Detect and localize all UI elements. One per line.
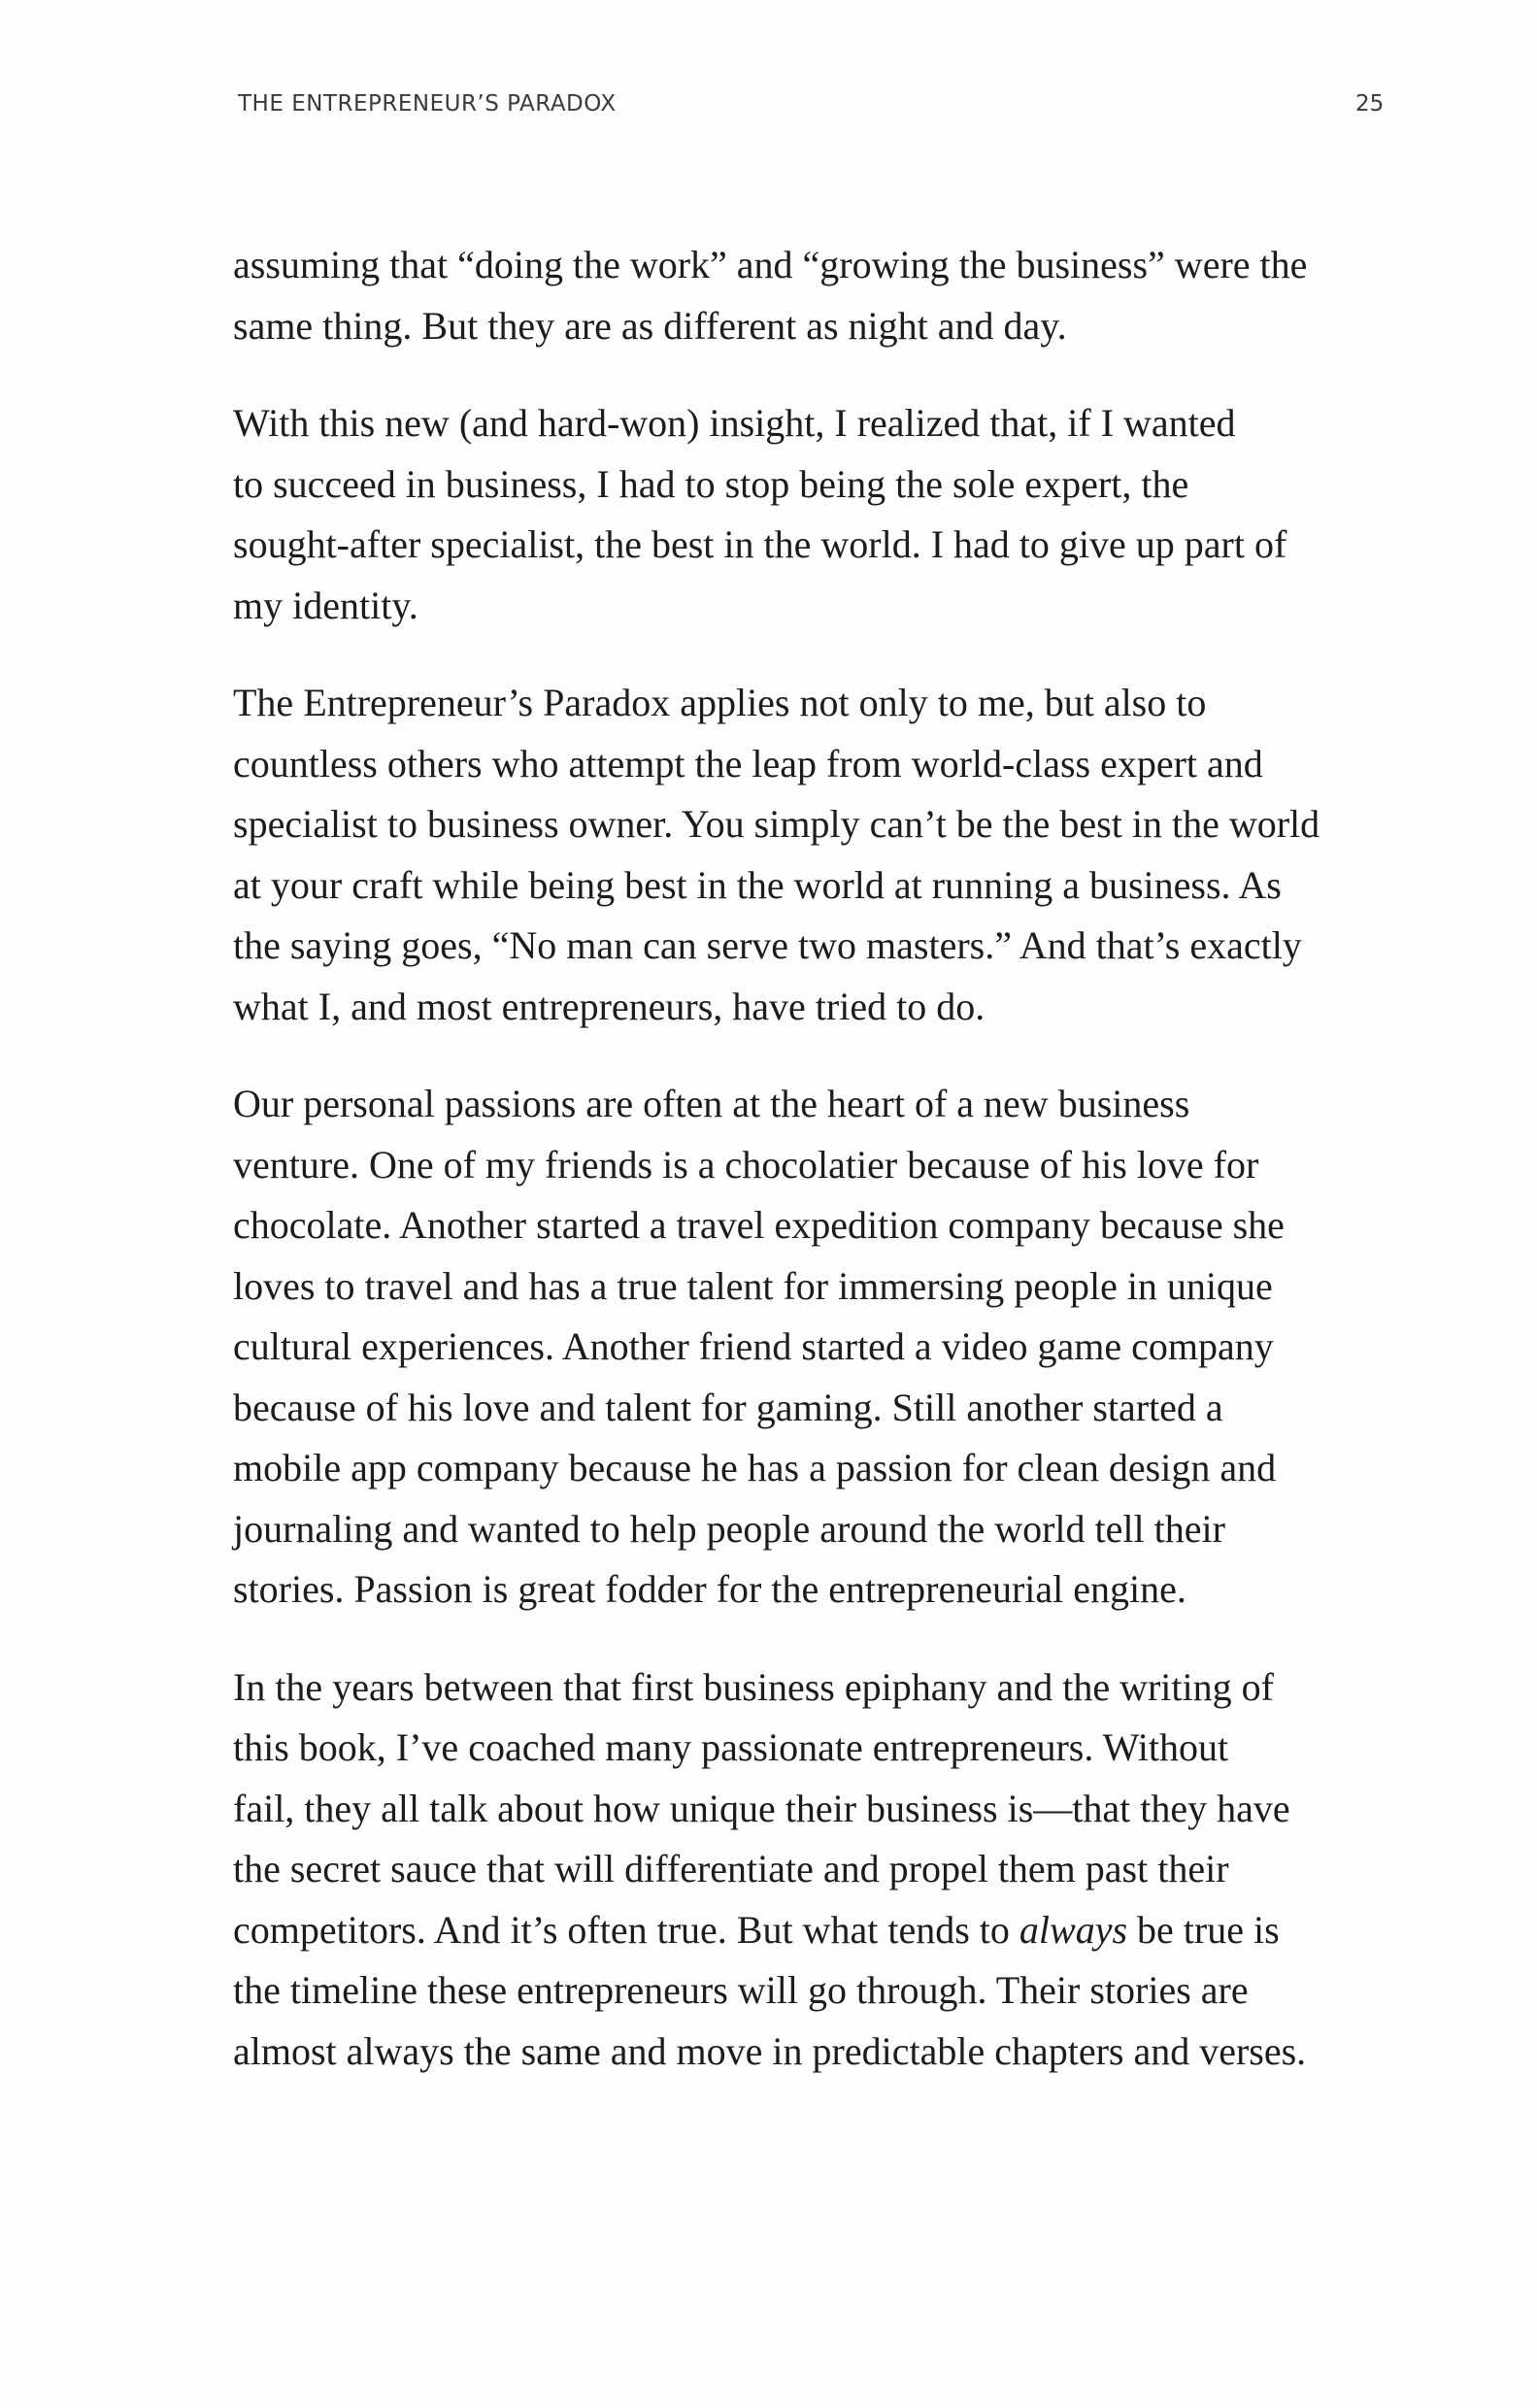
text-line: In the years between that first business epiphany and the writing of — [233, 1664, 1274, 1709]
text-span: competitors. And it’s often true. But what tends to — [233, 1907, 1019, 1952]
text-line: Our personal passions are often at the heart of a new business — [233, 1082, 1190, 1125]
text-line: assuming that “doing the work” and “growing the business” were the — [233, 243, 1308, 286]
text-line: fail, they all talk about how unique their business is—that they have — [233, 1786, 1290, 1830]
text-line-with-emphasis — [233, 1900, 1379, 1961]
text-line: what I, and most entrepreneurs, have tried to do. — [233, 984, 986, 1028]
paragraph-2 — [233, 393, 1379, 636]
paragraph-3 — [233, 673, 1379, 1037]
text-line: sought-after specialist, the best in the world. I had to give up part of — [233, 522, 1287, 566]
text-line: almost always the same and move in predictable chapters and verses. — [233, 2028, 1307, 2073]
text-line: the saying goes, “No man can serve two masters.” And that’s exactly — [233, 923, 1302, 967]
body-text — [233, 235, 1379, 2119]
text-line: venture. One of my friends is a chocolatier because of his love for — [233, 1142, 1259, 1187]
text-line: because of his love and talent for gaming. Still another started a — [233, 1385, 1223, 1429]
paragraph-5 — [233, 1657, 1379, 2083]
running-header-title: THE ENTREPRENEUR’S PARADOX — [238, 91, 617, 117]
text-line: chocolate. Another started a travel expedition company because she — [233, 1203, 1285, 1247]
text-line: the secret sauce that will differentiate and propel them past their — [233, 1847, 1229, 1890]
text-line: this book, I’ve coached many passionate entrepreneurs. Without — [233, 1725, 1229, 1769]
text-line: With this new (and hard-won) insight, I realized that, if I wanted — [233, 401, 1236, 445]
text-line: the timeline these entrepreneurs will go through. Their stories are — [233, 1968, 1249, 2012]
text-line: mobile app company because he has a passion for clean design and — [233, 1446, 1277, 1489]
text-line: loves to travel and has a true talent for immersing people in unique — [233, 1263, 1273, 1308]
paragraph-4 — [233, 1074, 1379, 1621]
text-line: stories. Passion is great fodder for the entrepreneurial engine. — [233, 1567, 1186, 1611]
text-line: countless others who attempt the leap from world-class expert and — [233, 741, 1263, 786]
text-line: to succeed in business, I had to stop being the sole expert, the — [233, 461, 1189, 506]
text-line: same thing. But they are as different as night and day. — [233, 303, 1067, 348]
text-line: journaling and wanted to help people around the world tell their — [233, 1506, 1225, 1551]
text-line: cultural experiences. Another friend started a video game company — [233, 1324, 1274, 1368]
paragraph-1 — [233, 235, 1379, 356]
text-line: at your craft while being best in the world at running a business. As — [233, 862, 1282, 907]
page-number: 25 — [1355, 91, 1385, 117]
text-line: The Entrepreneur’s Paradox applies not only to me, but also to — [233, 681, 1207, 724]
text-line: specialist to business owner. You simply can’t be the best in the world — [233, 802, 1320, 846]
text-line: my identity. — [233, 583, 418, 627]
text-span: be true is — [1127, 1907, 1280, 1952]
emphasized-word: always — [1019, 1907, 1128, 1952]
